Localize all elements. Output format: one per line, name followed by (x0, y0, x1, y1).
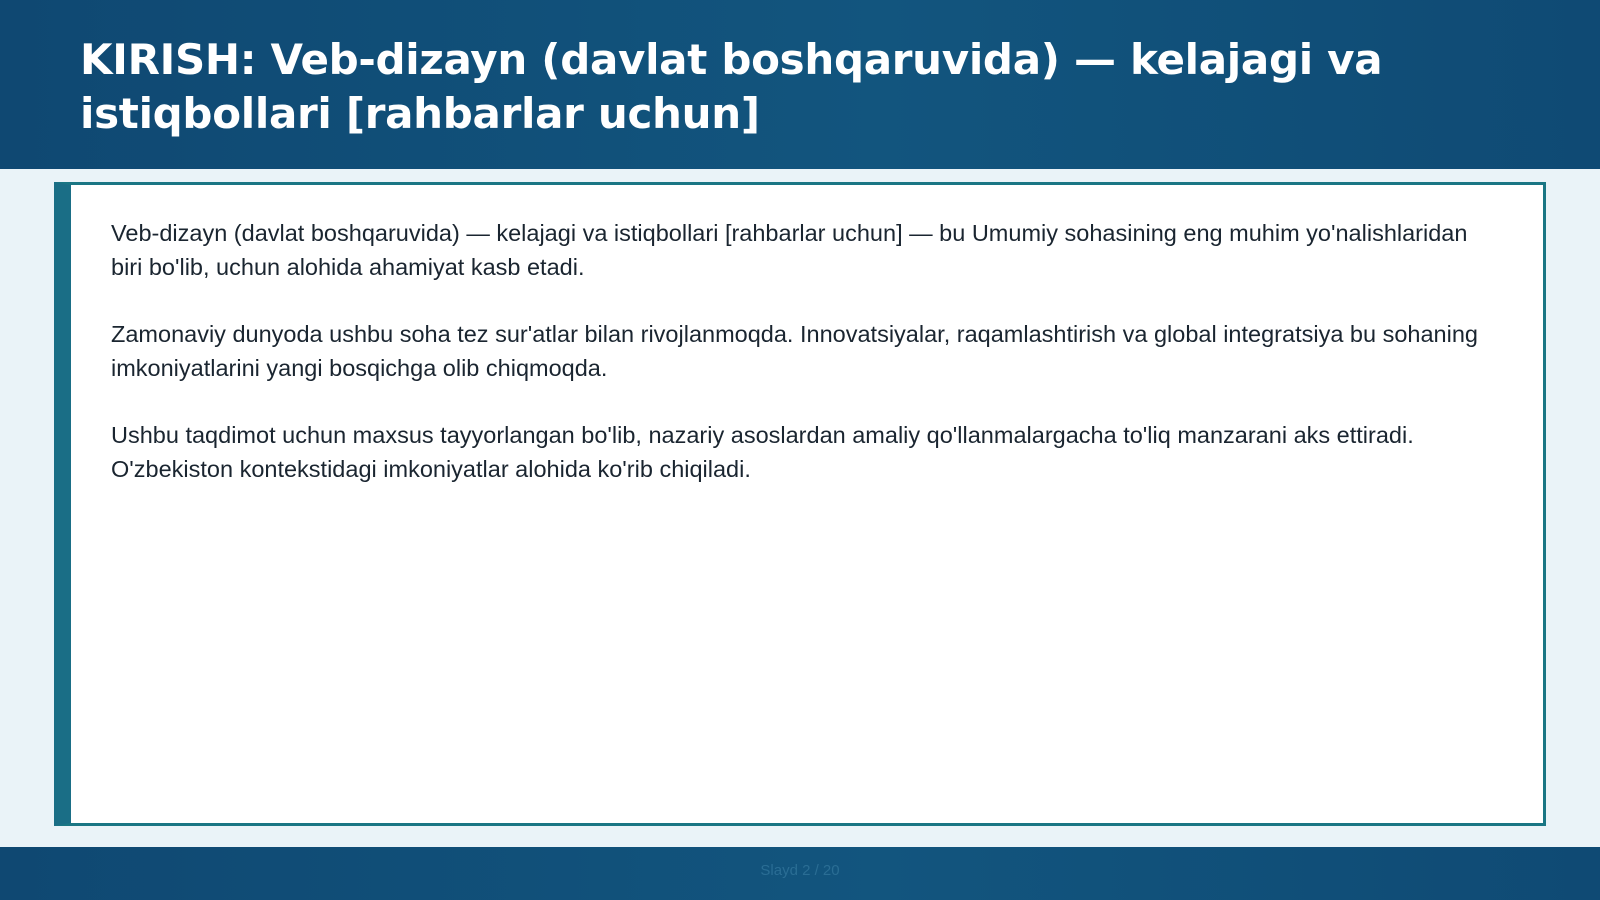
slide-footer (0, 847, 1600, 900)
paragraph-intro: Veb-dizayn (davlat boshqaruvida) — kelajagi va istiqbollari [rahbarlar uchun] — bu Umumiy sohasining eng muhim yo'nalishlaridan biri bo'lib, uchun alohida ahamiyat kasb etadi. (111, 220, 1468, 280)
paragraph-modern-world: Zamonaviy dunyoda ushbu soha tez sur'atlar bilan rivojlanmoqda. Innovatsiyalar, raqamlashtirish va global integratsiya bu sohaning imkoniyatlarini yangi bosqichga olib chiqmoqda. (111, 321, 1478, 381)
slide-header (0, 0, 1600, 169)
content-card (54, 182, 1546, 826)
paragraph-presentation: Ushbu taqdimot uchun maxsus tayyorlangan bo'lib, nazariy asoslardan amaliy qo'llanmalargacha to'liq manzarani aks ettiradi. O'zbekiston kontekstidagi imkoniyatlar alohida ko'rib chiqiladi. (111, 422, 1414, 482)
slide-title: KIRISH: Veb-dizayn (davlat boshqaruvida) — kelajagi va istiqbollari [rahbarlar uchun] (80, 35, 1383, 138)
slide-number: Slayd 2 / 20 (760, 862, 840, 879)
